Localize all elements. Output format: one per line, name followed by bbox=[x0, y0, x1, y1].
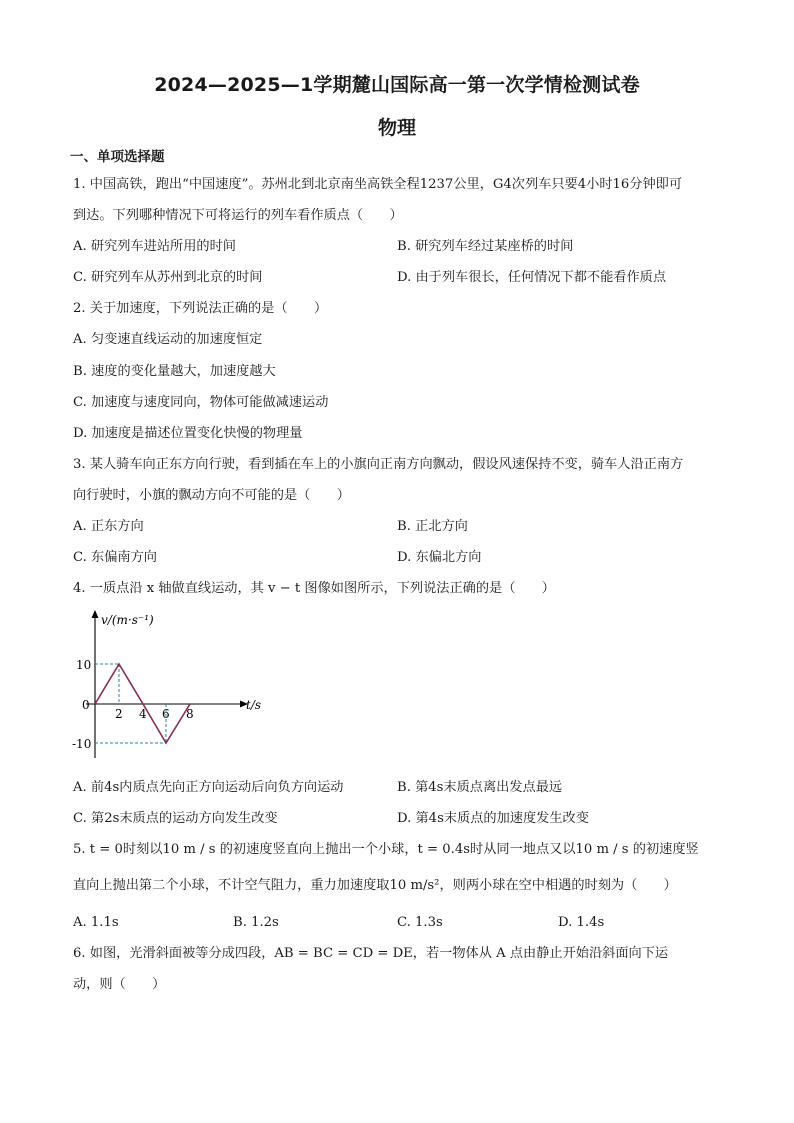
question-6-text: 6. 如图，光滑斜面被等分成四段，AB = BC = CD = DE，若一物体从 A 点由静止开始沿斜面向下运 bbox=[73, 946, 669, 961]
x-axis-label: t/s bbox=[246, 698, 262, 712]
question-3-text: 3. 某人骑车向正东方向行驶，看到插在车上的小旗向正南方向飘动，假设风速保持不变，骑车人沿正南方 bbox=[73, 457, 684, 472]
vt-graph bbox=[70, 608, 270, 768]
q3-option-c: C. 东偏南方向 bbox=[73, 550, 157, 565]
q2-option-a: A. 匀变速直线运动的加速度恒定 bbox=[73, 332, 263, 347]
q5-option-c: C. 1.3s bbox=[397, 915, 443, 930]
exam-title: 2024—2025—1学期麓山国际高一第一次学情检测试卷 bbox=[154, 74, 640, 96]
q2-option-d: D. 加速度是描述位置变化快慢的物理量 bbox=[73, 426, 303, 441]
q4-option-d: D. 第4s末质点的加速度发生改变 bbox=[397, 811, 589, 826]
q1-option-a: A. 研究列车进站所用的时间 bbox=[73, 239, 236, 254]
q2-option-c: C. 加速度与速度同向，物体可能做减速运动 bbox=[73, 395, 329, 410]
q5-option-d: D. 1.4s bbox=[558, 915, 605, 930]
x-tick-8: 8 bbox=[186, 707, 194, 721]
y-axis-label: v/(m·s⁻¹) bbox=[101, 613, 154, 627]
q2-option-b: B. 速度的变化量越大，加速度越大 bbox=[73, 364, 276, 379]
question-6-text-cont: 动，则（ ） bbox=[73, 977, 166, 992]
question-5-text: 5. t = 0时刻以10 m / s 的初速度竖直向上抛出一个小球，t = 0.4s时从同一地点又以10 m / s 的初速度竖 bbox=[73, 842, 699, 857]
x-tick-4: 4 bbox=[139, 707, 147, 721]
q5-option-a: A. 1.1s bbox=[73, 915, 119, 930]
question-5-text-cont: 直向上抛出第二个小球，不计空气阻力，重力加速度取10 m/s²，则两小球在空中相遇的时刻为（ ） bbox=[73, 878, 677, 893]
q4-option-a: A. 前4s内质点先向正方向运动后向负方向运动 bbox=[73, 780, 344, 795]
question-1-text-cont: 到达。下列哪种情况下可将运行的列车看作质点（ ） bbox=[73, 208, 403, 223]
x-tick-2: 2 bbox=[115, 707, 123, 721]
question-4-text: 4. 一质点沿 x 轴做直线运动，其 v − t 图像如图所示，下列说法正确的是（ ） bbox=[73, 581, 555, 596]
x-tick-6: 6 bbox=[162, 707, 170, 721]
section-heading: 一、单项选择题 bbox=[70, 149, 165, 165]
q3-option-b: B. 正北方向 bbox=[397, 519, 468, 534]
origin-label: 0 bbox=[82, 698, 90, 712]
q1-option-b: B. 研究列车经过某座桥的时间 bbox=[397, 239, 574, 254]
question-1-text: 1. 中国高铁，跑出“中国速度”。苏州北到北京南坐高铁全程1237公里，G4次列车只要4小时16分钟即可 bbox=[73, 177, 683, 192]
q1-option-c: C. 研究列车从苏州到北京的时间 bbox=[73, 270, 263, 285]
q4-option-c: C. 第2s末质点的运动方向发生改变 bbox=[73, 811, 278, 826]
question-3-text-cont: 向行驶时，小旗的飘动方向不可能的是（ ） bbox=[73, 488, 350, 503]
q5-option-b: B. 1.2s bbox=[233, 915, 279, 930]
q3-option-d: D. 东偏北方向 bbox=[397, 550, 482, 565]
q1-option-d: D. 由于列车很长，任何情况下都不能看作质点 bbox=[397, 270, 667, 285]
subject-heading: 物理 bbox=[377, 117, 416, 139]
q3-option-a: A. 正东方向 bbox=[73, 519, 144, 534]
q4-option-b: B. 第4s末质点离出发点最远 bbox=[397, 780, 563, 795]
y-tick-10: 10 bbox=[76, 658, 92, 672]
question-2-text: 2. 关于加速度，下列说法正确的是（ ） bbox=[73, 301, 328, 316]
y-tick-neg10: -10 bbox=[72, 737, 92, 751]
y-axis-arrow-icon bbox=[92, 610, 99, 618]
